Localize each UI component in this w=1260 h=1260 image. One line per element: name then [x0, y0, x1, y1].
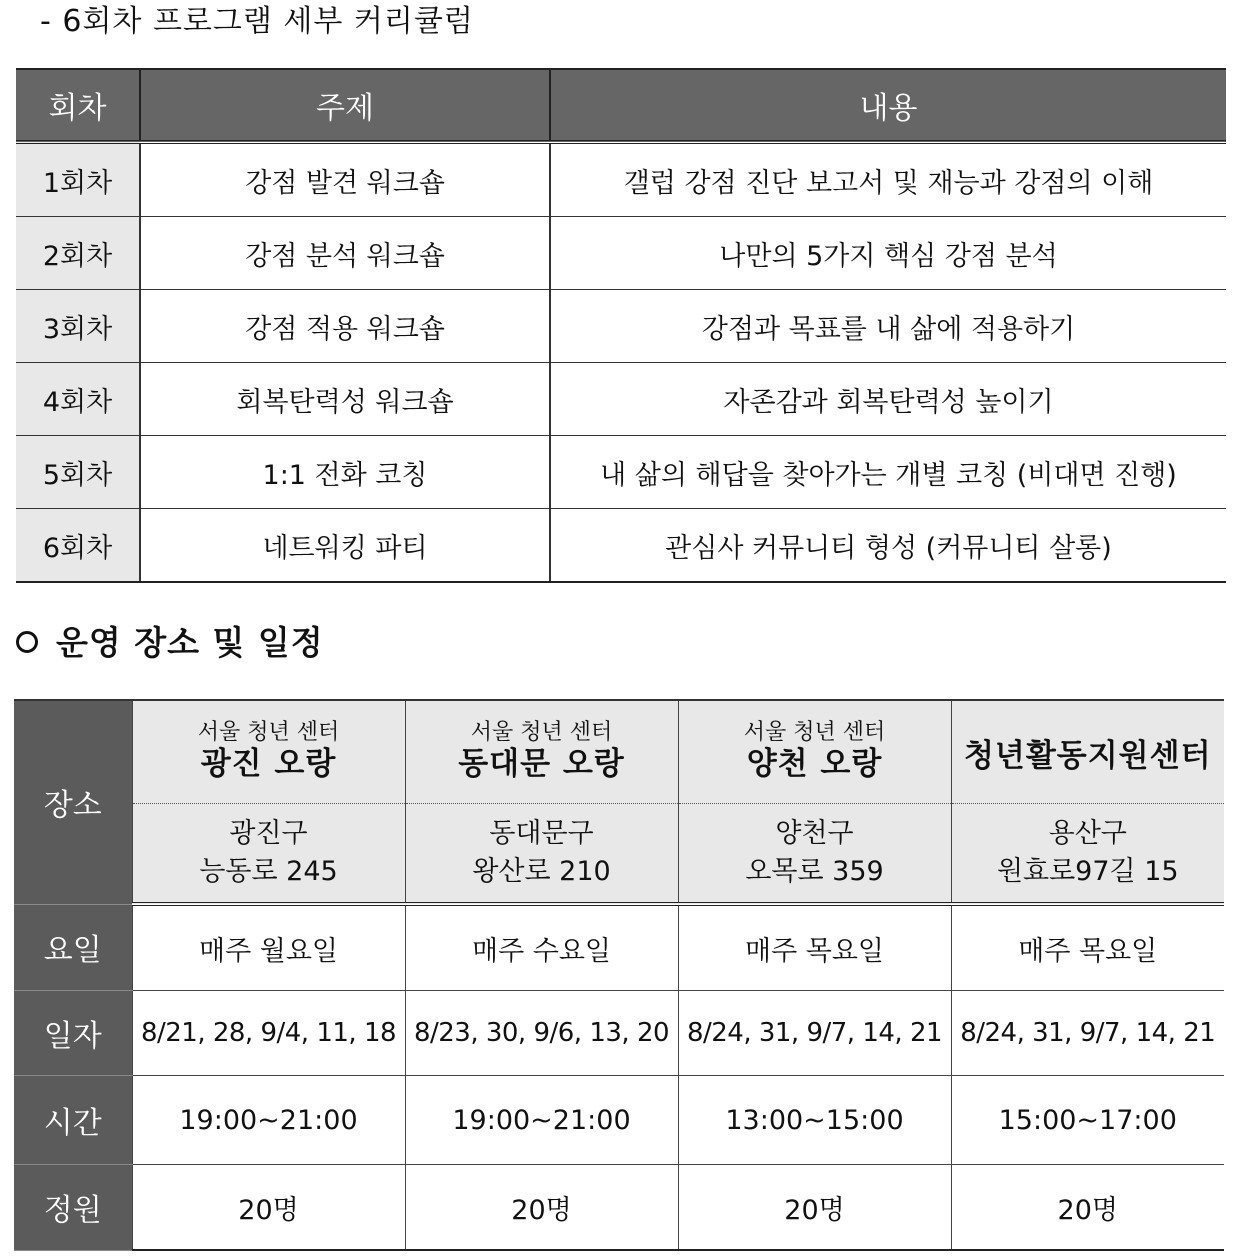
row-label-capacity: 정원 — [14, 1165, 132, 1251]
session-cell: 5회차 — [16, 436, 140, 509]
session-cell: 3회차 — [16, 290, 140, 363]
venue-address-cell — [132, 804, 405, 905]
row-label-time: 시간 — [14, 1076, 132, 1165]
venue-small-label: 서울 청년 센터 — [197, 720, 340, 745]
topic-cell: 강점 분석 워크숍 — [140, 217, 550, 290]
curriculum-heading: - 6회차 프로그램 세부 커리큘럼 — [40, 4, 474, 39]
time-cell: 15:00~17:00 — [951, 1076, 1224, 1165]
dates-row — [14, 991, 1224, 1076]
content-cell: 강점과 목표를 내 삶에 적용하기 — [550, 290, 1226, 363]
topic-cell: 회복탄력성 워크숍 — [140, 363, 550, 436]
content-cell: 나만의 5가지 핵심 강점 분석 — [550, 217, 1226, 290]
header-topic: 주제 — [140, 69, 550, 142]
content-cell: 내 삶의 해답을 찾아가는 개별 코칭 (비대면 진행) — [550, 436, 1226, 509]
session-cell: 1회차 — [16, 142, 140, 217]
day-cell: 매주 목요일 — [951, 904, 1224, 991]
content-cell: 관심사 커뮤니티 형성 (커뮤니티 살롱) — [550, 509, 1226, 583]
venue-district: 광진구 — [229, 818, 308, 849]
venue-address-row — [14, 804, 1224, 905]
table-row — [16, 290, 1226, 363]
schedule-table — [14, 699, 1224, 1251]
session-cell: 4회차 — [16, 363, 140, 436]
table-row — [16, 363, 1226, 436]
table-row — [16, 436, 1226, 509]
venue-name: 동대문 오랑 — [458, 746, 625, 782]
day-row — [14, 904, 1224, 991]
capacity-cell: 20명 — [405, 1165, 678, 1251]
venue-address: 능동로 245 — [199, 856, 338, 887]
venue-name-cell — [951, 700, 1224, 804]
time-cell: 19:00~21:00 — [405, 1076, 678, 1165]
dates-cell: 8/24, 31, 9/7, 14, 21 — [678, 991, 951, 1076]
content-cell: 자존감과 회복탄력성 높이기 — [550, 363, 1226, 436]
venue-address-cell — [405, 804, 678, 905]
day-cell: 매주 월요일 — [132, 904, 405, 991]
capacity-cell: 20명 — [951, 1165, 1224, 1251]
dates-cell: 8/24, 31, 9/7, 14, 21 — [951, 991, 1224, 1076]
venue-district: 용산구 — [1048, 818, 1127, 849]
venue-name-cell — [405, 700, 678, 804]
dates-cell: 8/21, 28, 9/4, 11, 18 — [132, 991, 405, 1076]
day-cell: 매주 목요일 — [678, 904, 951, 991]
topic-cell: 네트워킹 파티 — [140, 509, 550, 583]
row-label-day: 요일 — [14, 904, 132, 991]
capacity-cell: 20명 — [132, 1165, 405, 1251]
circle-bullet-icon — [16, 631, 38, 653]
header-content: 내용 — [550, 69, 1226, 142]
curriculum-header-row — [16, 69, 1226, 142]
venue-small-label: 서울 청년 센터 — [743, 720, 886, 745]
venue-address: 오목로 359 — [745, 856, 884, 887]
venue-address-cell — [951, 804, 1224, 905]
venue-name: 양천 오랑 — [746, 746, 883, 782]
topic-cell: 강점 발견 워크숍 — [140, 142, 550, 217]
table-row — [16, 142, 1226, 217]
venue-address: 왕산로 210 — [472, 856, 611, 887]
row-label-place: 장소 — [14, 700, 132, 904]
venue-district: 양천구 — [775, 818, 854, 849]
table-row — [16, 509, 1226, 583]
session-cell: 2회차 — [16, 217, 140, 290]
topic-cell: 강점 적용 워크숍 — [140, 290, 550, 363]
table-row — [16, 217, 1226, 290]
content-cell: 갤럽 강점 진단 보고서 및 재능과 강점의 이해 — [550, 142, 1226, 217]
capacity-row — [14, 1165, 1224, 1251]
venue-name: 청년활동지원센터 — [963, 737, 1212, 774]
section-title-text: 운영 장소 및 일정 — [56, 623, 324, 662]
venue-district: 동대문구 — [489, 818, 594, 849]
curriculum-table — [16, 68, 1226, 583]
header-session: 회차 — [16, 69, 140, 142]
venue-name: 광진 오랑 — [200, 746, 337, 782]
section-title — [16, 618, 324, 668]
venue-address-cell — [678, 804, 951, 905]
venue-name-cell — [132, 700, 405, 804]
time-row — [14, 1076, 1224, 1165]
venue-address: 원효로97길 15 — [996, 856, 1179, 887]
time-cell: 13:00~15:00 — [678, 1076, 951, 1165]
dates-cell: 8/23, 30, 9/6, 13, 20 — [405, 991, 678, 1076]
row-label-dates: 일자 — [14, 991, 132, 1076]
session-cell: 6회차 — [16, 509, 140, 583]
venue-small-label: 서울 청년 센터 — [470, 720, 613, 745]
day-cell: 매주 수요일 — [405, 904, 678, 991]
topic-cell: 1:1 전화 코칭 — [140, 436, 550, 509]
time-cell: 19:00~21:00 — [132, 1076, 405, 1165]
venue-name-row — [14, 700, 1224, 804]
venue-name-cell — [678, 700, 951, 804]
capacity-cell: 20명 — [678, 1165, 951, 1251]
